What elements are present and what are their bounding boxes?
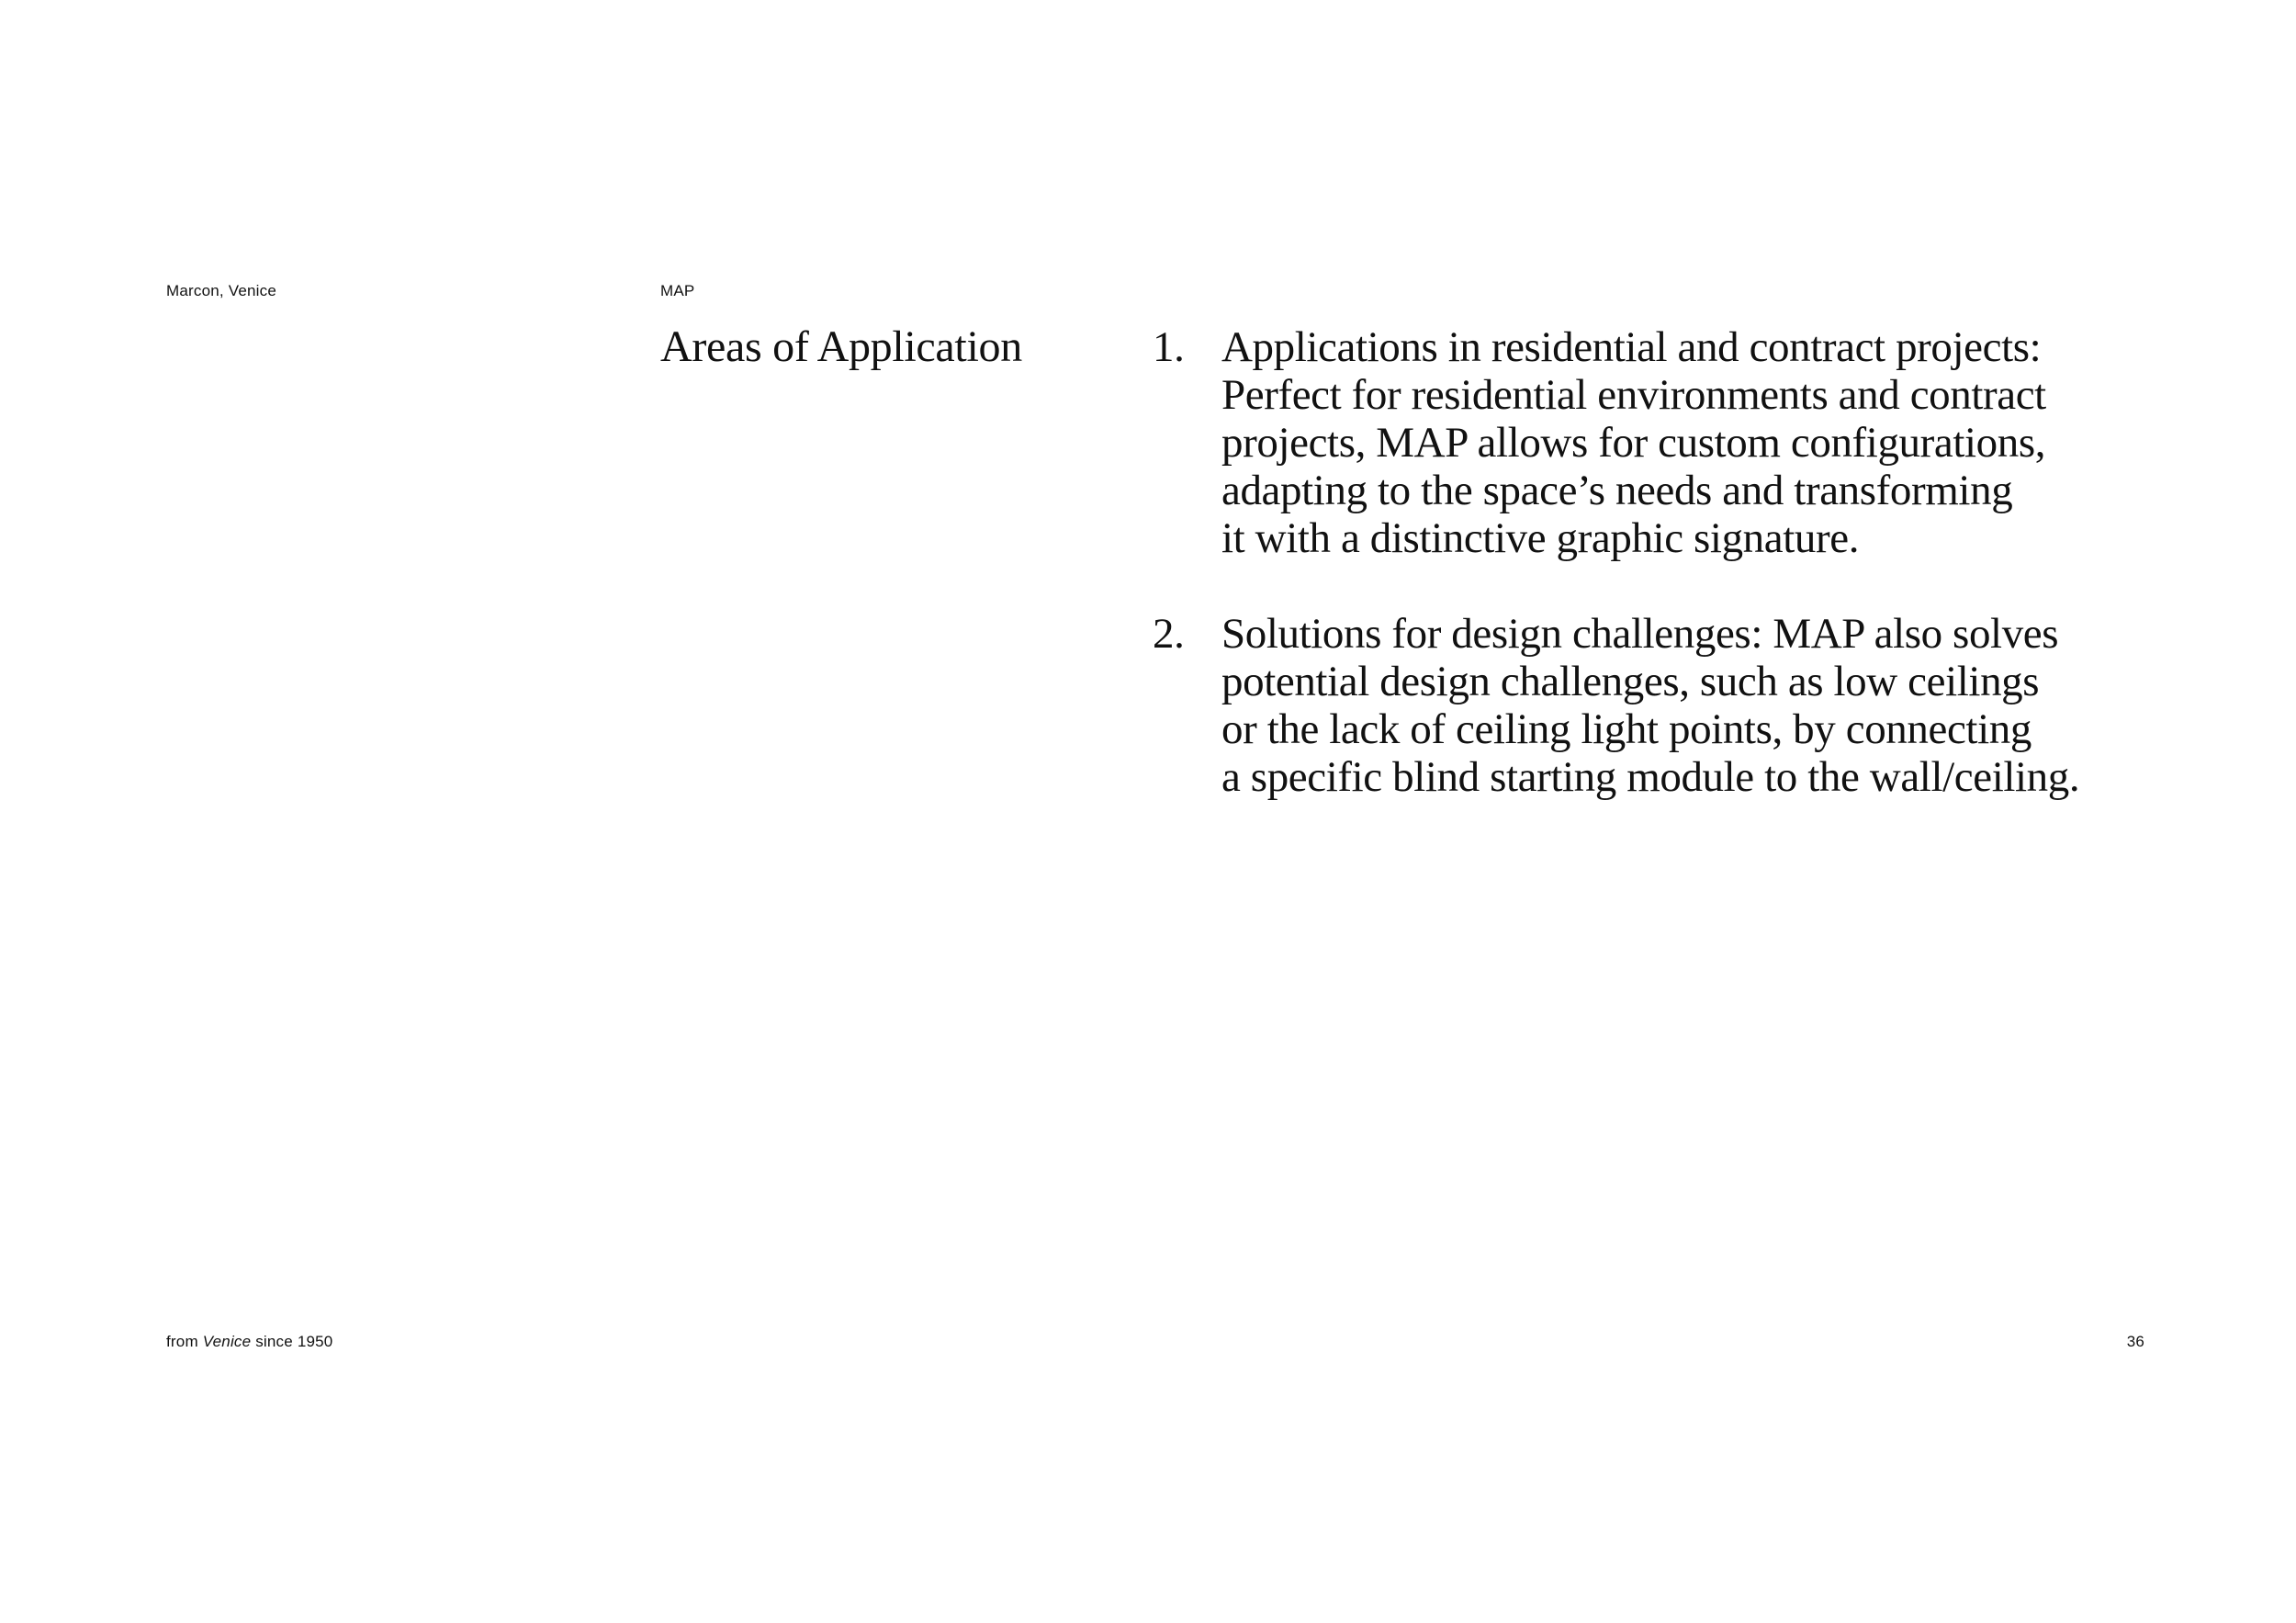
footer-tagline-prefix: from [166,1333,203,1350]
list-item-number: 2. [1153,610,1185,658]
list-item [1153,610,2144,801]
list-item-line: Solutions for design challenges: MAP also solves [1221,610,2059,658]
footer-tagline [166,1333,332,1351]
header-product-name: MAP [660,282,695,299]
footer-tagline-city: Venice [202,1333,252,1350]
header-brand: Marcon, Venice [166,282,276,299]
list-item-line: projects, MAP allows for custom configurations, [1221,419,2046,467]
applications-list [1153,323,2144,849]
list-item-line: potential design challenges, such as low ceilings [1221,658,2040,705]
list-item-line: Applications in residential and contract projects: [1221,323,2042,371]
footer-tagline-suffix: since 1950 [251,1333,333,1350]
list-item-number: 1. [1153,323,1185,371]
list-item-line: a specific blind starting module to the wall/ceiling. [1221,753,2080,801]
list-item [1153,323,2144,562]
list-item-line: or the lack of ceiling light points, by connecting [1221,705,2032,753]
list-item-line: Perfect for residential environments and contract [1221,371,2046,419]
page-number: 36 [2126,1333,2144,1350]
section-title: Areas of Application [660,322,1022,371]
list-item-line: it with a distinctive graphic signature. [1221,514,1860,562]
list-item-line: adapting to the space’s needs and transforming [1221,467,2013,514]
